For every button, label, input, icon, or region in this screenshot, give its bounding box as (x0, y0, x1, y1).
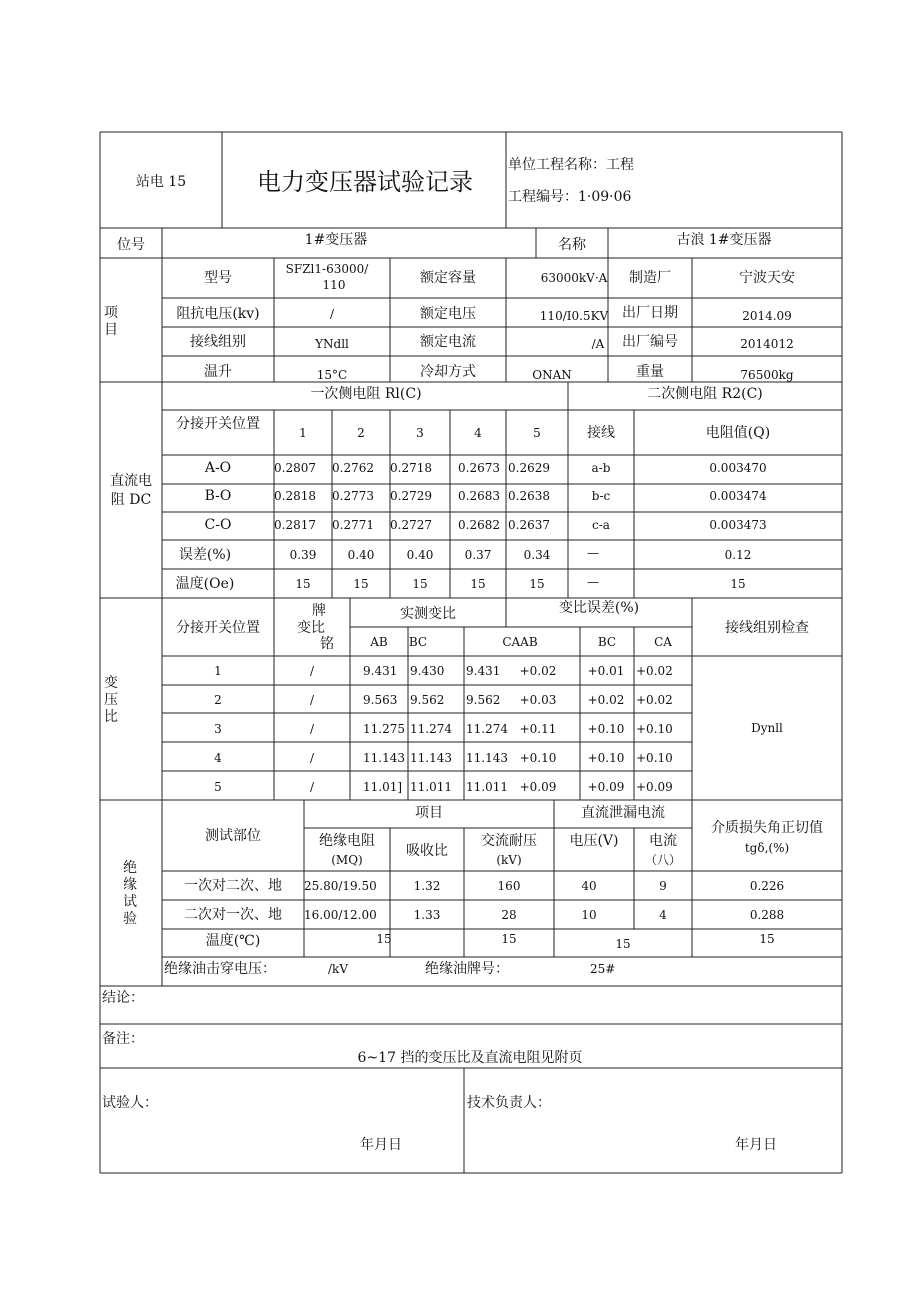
insulation-resistance: 16.00/12.00 (304, 908, 377, 922)
dc-section-label-1: 直流电 (110, 473, 152, 489)
project-number: 工程编号：1·09·06 (508, 189, 632, 205)
rated-current-label: 额定电流 (420, 334, 476, 350)
ratio-error-ca: +0.02 (636, 693, 673, 707)
dc-tap-label: 分接开关位置 (176, 416, 260, 432)
dc-error-label: 误差(%) (178, 547, 232, 563)
dc-error-value: 0.39 (289, 548, 317, 562)
ac-withstand-voltage: 28 (501, 908, 517, 922)
cooling-method-value: ONAN (532, 368, 572, 382)
dc-primary-header: 一次侧电阻 Rl(C) (310, 386, 422, 402)
manufacturer-value: 宁波天安 (739, 270, 795, 286)
test-part-label: 测试部位 (205, 828, 261, 844)
dc-tap-header: 2 (357, 426, 365, 440)
ratio-nameplate: / (309, 693, 315, 707)
ratio-error-ab: +0.11 (519, 722, 557, 736)
rated-capacity-label: 额定容量 (420, 270, 476, 286)
dc-resistance-value: 0.2727 (390, 518, 432, 532)
nameplate-label-1: 牌 (312, 603, 326, 619)
ratio-tap-label: 分接开关位置 (176, 620, 260, 636)
nameplate-label-2: 变比 (297, 620, 325, 636)
temp-rise-label: 温升 (204, 364, 232, 380)
ratio-error-ca: +0.09 (636, 780, 673, 794)
dc-resistance-total: 0.003473 (709, 518, 767, 532)
tester-date: 年月日 (360, 1137, 402, 1153)
serial-number-label: 出厂编号 (622, 334, 678, 350)
ratio-nameplate: / (309, 664, 315, 678)
model-value-line-1: SFZl1-63000/ (285, 262, 369, 276)
ratio-error-bc: +0.01 (587, 664, 625, 678)
dc-resistance-value: 0.2629 (508, 461, 550, 475)
dc-temp-value: 15 (295, 577, 311, 591)
dc-temp-value: 15 (470, 577, 486, 591)
unit-project-name: 单位工程名称：工程 (508, 157, 634, 173)
ac-withstand-voltage: 160 (497, 879, 521, 893)
ratio-error-bc: +0.09 (587, 780, 625, 794)
insulation-section-label-3: 试 (123, 894, 137, 910)
insulation-resistance-unit: (MQ) (331, 853, 363, 867)
dc-resistance-value: 0.2771 (332, 518, 374, 532)
dc-tap-header: 3 (416, 426, 424, 440)
dc-resistance-value: 0.2673 (458, 461, 500, 475)
dc-tap-header: 5 (533, 426, 541, 440)
remark-label: 备注： (102, 1031, 144, 1047)
name-value: 古浪 1#变压器 (676, 232, 772, 248)
leakage-voltage: 10 (581, 908, 597, 922)
ratio-error-ab: +0.02 (519, 664, 557, 678)
absorption-ratio: 1.32 (413, 879, 441, 893)
insulation-temp-leak: 15 (615, 937, 631, 951)
model-label: 型号 (204, 270, 232, 286)
dc-wiring-value: c-a (592, 518, 610, 532)
insulation-section-label-2: 缘 (123, 877, 137, 893)
ratio-error-ab: +0.03 (519, 693, 557, 707)
leakage-voltage: 40 (581, 879, 597, 893)
dc-resistance-total: 0.003474 (709, 489, 767, 503)
dc-tap-header: 4 (474, 426, 482, 440)
leakage-current: 4 (659, 908, 667, 922)
dc-error-value: 0.40 (406, 548, 434, 562)
tester-label: 试验人： (102, 1095, 158, 1111)
ac-withstand-label: 交流耐压 (481, 833, 537, 849)
ratio-section-label-1: 变 (104, 675, 118, 691)
position-label: 位号 (117, 237, 145, 253)
insulation-temp-ir: 15 (376, 932, 392, 946)
dc-temp-resistance: 15 (730, 577, 746, 591)
ac-withstand-unit: (kV) (496, 853, 522, 867)
absorption-ratio-label: 吸收比 (406, 843, 448, 859)
insulation-item-label: 项目 (415, 805, 443, 821)
ratio-measured-ab: 11.275 (363, 722, 405, 736)
dc-temp-label: 温度(Oe) (175, 576, 235, 592)
dc-resistance-value: 0.2683 (458, 489, 500, 503)
technical-lead-label: 技术负责人： (467, 1095, 551, 1111)
dc-resistance-value: 0.2638 (508, 489, 550, 503)
dc-resistance-value: 0.2762 (332, 461, 374, 475)
ratio-measured-ab: 9.431 (363, 664, 398, 678)
dc-phase-label: C-O (204, 517, 232, 533)
technical-lead-date: 年月日 (735, 1137, 777, 1153)
project-section-label-1: 项 (104, 305, 118, 321)
model-value-line-2: 110 (322, 278, 346, 292)
ratio-measured-ca: 11.011 (466, 780, 508, 794)
dielectric-loss-value: 0.288 (749, 908, 785, 922)
insulation-section-label-1: 绝 (123, 860, 137, 876)
ratio-section-label-3: 比 (104, 709, 118, 725)
ratio-error-ab: +0.10 (519, 751, 557, 765)
dielectric-loss-value: 0.226 (749, 879, 785, 893)
dc-resistance-value: 0.2818 (274, 489, 316, 503)
wiring-group-value: YNdll (315, 337, 349, 351)
insulation-temp-ac: 15 (501, 932, 517, 946)
ratio-tap: 2 (214, 693, 222, 707)
ratio-error-ab: +0.09 (519, 780, 557, 794)
project-section-label-2: 目 (104, 322, 118, 338)
dc-rows (176, 460, 767, 592)
ratio-measured-ca: 11.274 (466, 722, 508, 736)
ratio-measured-bc: 9.562 (410, 693, 445, 707)
serial-number-value: 2014012 (740, 337, 794, 351)
dc-temp-value: 15 (529, 577, 545, 591)
dc-temp-value: 15 (353, 577, 369, 591)
oil-breakdown-label: 绝缘油击穿电压： (164, 961, 276, 977)
dc-resistance-value: 0.2817 (274, 518, 316, 532)
dc-phase-label: A-O (204, 460, 232, 476)
insulation-test-part: 一次对二次、地 (184, 878, 282, 894)
dc-resistance-value: 0.2637 (508, 518, 550, 532)
oil-breakdown-value: /kV (328, 962, 348, 976)
ratio-measured-bc: 11.011 (410, 780, 452, 794)
weight-label: 重量 (636, 364, 664, 380)
mfg-date-label: 出厂日期 (622, 305, 678, 321)
insulation-section-label-4: 验 (123, 911, 137, 927)
impedance-value: / (329, 307, 335, 321)
col-ab: AB (370, 635, 388, 649)
dc-tap-headers (299, 426, 541, 440)
leakage-voltage-label: 电压(V) (569, 833, 619, 849)
vector-group-value: Dynll (751, 721, 783, 735)
leakage-current-unit: （八） (644, 853, 682, 867)
page-title: 电力变压器试验记录 (257, 168, 473, 196)
insulation-temp-label: 温度(℃) (205, 933, 261, 949)
oil-grade-label: 绝缘油牌号： (425, 961, 509, 977)
ratio-measured-bc: 9.430 (410, 664, 445, 678)
dielectric-loss-unit: tgδ,(%) (744, 841, 790, 855)
ratio-tap: 4 (214, 751, 222, 765)
insulation-resistance-label: 绝缘电阻 (319, 833, 375, 849)
measured-ratio-label: 实测变比 (400, 606, 456, 622)
rated-voltage-value: 110/I0.5KV (539, 309, 609, 323)
station-number: 站电 15 (135, 174, 187, 190)
ratio-nameplate: / (309, 780, 315, 794)
ratio-tap: 1 (214, 664, 222, 678)
dc-error-value: 0.37 (464, 548, 492, 562)
insulation-resistance: 25.80/19.50 (304, 879, 377, 893)
remark-text: 6~17 挡的变压比及直流电阻见附页 (357, 1050, 583, 1066)
col-err-ca: CA (654, 635, 672, 649)
ratio-nameplate: / (309, 722, 315, 736)
vector-group-check-label: 接线组别检查 (725, 620, 809, 636)
ratio-measured-ca: 11.143 (466, 751, 508, 765)
dc-resistance-value: 0.2682 (458, 518, 500, 532)
ratio-error-ca: +0.10 (636, 722, 673, 736)
dc-temp-wiring: — (587, 575, 599, 589)
oil-grade-value: 25# (590, 962, 616, 976)
dc-wiring-value: a-b (591, 461, 611, 475)
dc-resistance-value: 0.2807 (274, 461, 316, 475)
dc-resistance-total: 0.003470 (709, 461, 767, 475)
insulation-temp-tgd: 15 (759, 932, 775, 946)
manufacturer-label: 制造厂 (629, 270, 671, 286)
dc-error-value: 0.40 (347, 548, 375, 562)
temp-rise-value: 15°C (316, 368, 348, 382)
dc-resistance-col: 电阻值(Q) (705, 425, 771, 441)
name-label: 名称 (558, 237, 586, 253)
ratio-error-ca: +0.10 (636, 751, 673, 765)
cooling-method-label: 冷却方式 (420, 364, 476, 380)
leakage-current: 9 (659, 879, 667, 893)
weight-value: 76500kg (740, 368, 794, 382)
leakage-current-label: 电流 (649, 833, 677, 849)
ratio-tap: 5 (214, 780, 222, 794)
dc-resistance-value: 0.2729 (390, 489, 432, 503)
ratio-tap: 3 (214, 722, 222, 736)
rated-voltage-label: 额定电压 (420, 306, 476, 322)
ratio-nameplate: / (309, 751, 315, 765)
dc-error-wiring: — (587, 546, 599, 560)
conclusion-label: 结论： (102, 990, 144, 1006)
dc-phase-label: B-O (204, 488, 232, 504)
rated-current-value: /A (591, 337, 605, 351)
mfg-date-value: 2014.09 (742, 309, 792, 323)
wiring-group-label: 接线组别 (190, 334, 246, 350)
position-value: 1#变压器 (304, 232, 368, 248)
dc-error-resistance: 0.12 (724, 548, 752, 562)
dc-error-value: 0.34 (523, 548, 551, 562)
ratio-measured-ab: 9.563 (363, 693, 398, 707)
col-bc: BC (408, 635, 428, 649)
dc-wiring-col: 接线 (587, 425, 615, 441)
dc-section-label-2: 阻 DC (110, 492, 152, 508)
dielectric-loss-label: 介质损失角正切值 (711, 820, 823, 836)
ratio-error-bc: +0.10 (587, 722, 625, 736)
ratio-error-bc: +0.02 (587, 693, 625, 707)
absorption-ratio: 1.33 (413, 908, 441, 922)
col-err-bc: BC (597, 635, 617, 649)
ratio-measured-ab: 11.143 (363, 751, 405, 765)
ratio-error-label: 变比误差(%) (558, 600, 640, 616)
ratio-measured-bc: 11.143 (410, 751, 452, 765)
impedance-label: 阻抗电压(kv) (176, 306, 260, 322)
dc-tap-header: 1 (299, 426, 307, 440)
dc-leakage-label: 直流泄漏电流 (581, 805, 665, 821)
ratio-measured-ca: 9.562 (466, 693, 501, 707)
ratio-error-ca: +0.02 (636, 664, 673, 678)
dc-resistance-value: 0.2773 (332, 489, 374, 503)
dc-wiring-value: b-c (591, 489, 611, 503)
ratio-measured-ab: 11.01] (363, 780, 403, 794)
dc-secondary-header: 二次侧电阻 R2(C) (647, 386, 763, 402)
insulation-test-part: 二次对一次、地 (184, 907, 282, 923)
ratio-measured-ca: 9.431 (466, 664, 501, 678)
ratio-error-bc: +0.10 (587, 751, 625, 765)
form-grid-lines (100, 132, 842, 1173)
dc-resistance-value: 0.2718 (390, 461, 432, 475)
ratio-measured-bc: 11.274 (410, 722, 452, 736)
ratio-section-label-2: 压 (104, 692, 118, 708)
col-caab: CAAB (502, 635, 538, 649)
rated-capacity-value: 63000kV·A (540, 271, 608, 285)
dc-temp-value: 15 (412, 577, 428, 591)
nameplate-label-3: 铭 (320, 636, 334, 652)
ratio-rows (214, 664, 673, 794)
